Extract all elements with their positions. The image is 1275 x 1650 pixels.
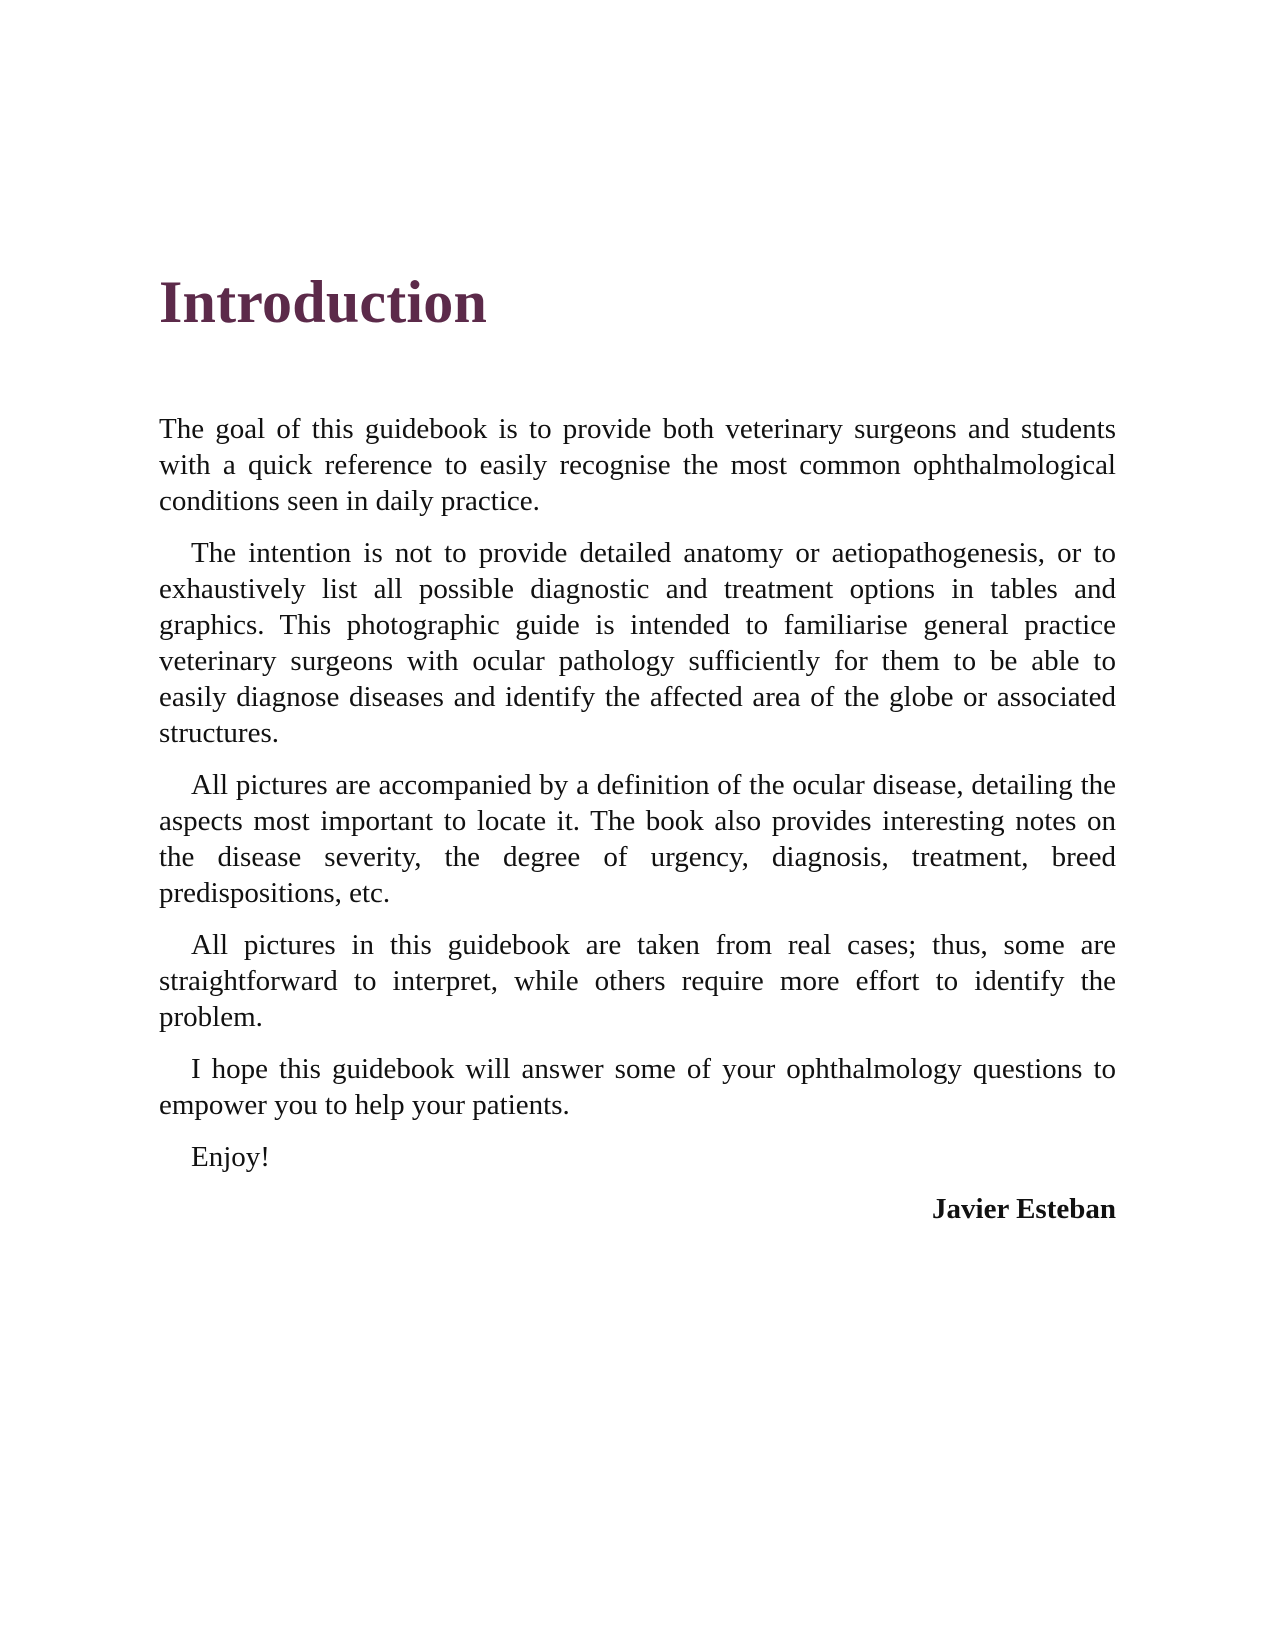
paragraph-1: The goal of this guidebook is to provide both veterinary surgeons and students with a quick reference to easily recognise the most common ophthalmological conditions seen in daily practice. xyxy=(159,413,1116,517)
body-text xyxy=(159,411,1116,1243)
paragraph-2: The intention is not to provide detailed anatomy or aetiopathogenesis, or to exhaustively list all possible diagnostic and treatment options in tables and graphics. This photographic guide is intended to familiarise general practice veterinary surgeons with ocular pathology sufficiently for them to be able to easily diagnose diseases and identify the affected area of the globe or associated structures. xyxy=(159,537,1116,749)
document-page xyxy=(159,0,1116,1650)
paragraph-6: Enjoy! xyxy=(191,1141,270,1173)
page-title: Introduction xyxy=(159,269,488,335)
paragraph-4: All pictures in this guidebook are taken from real cases; thus, some are straightforward to interpret, while others require more effort to identify the problem. xyxy=(159,929,1116,1033)
paragraph-3: All pictures are accompanied by a definition of the ocular disease, detailing the aspects most important to locate it. The book also provides interesting notes on the disease severity, the degree of urgency, diagnosis, treatment, breed predispositions, etc. xyxy=(159,769,1116,909)
author-signature: Javier Esteban xyxy=(932,1193,1116,1225)
paragraph-5: I hope this guidebook will answer some of your ophthalmology questions to empower you to help your patients. xyxy=(159,1053,1116,1121)
